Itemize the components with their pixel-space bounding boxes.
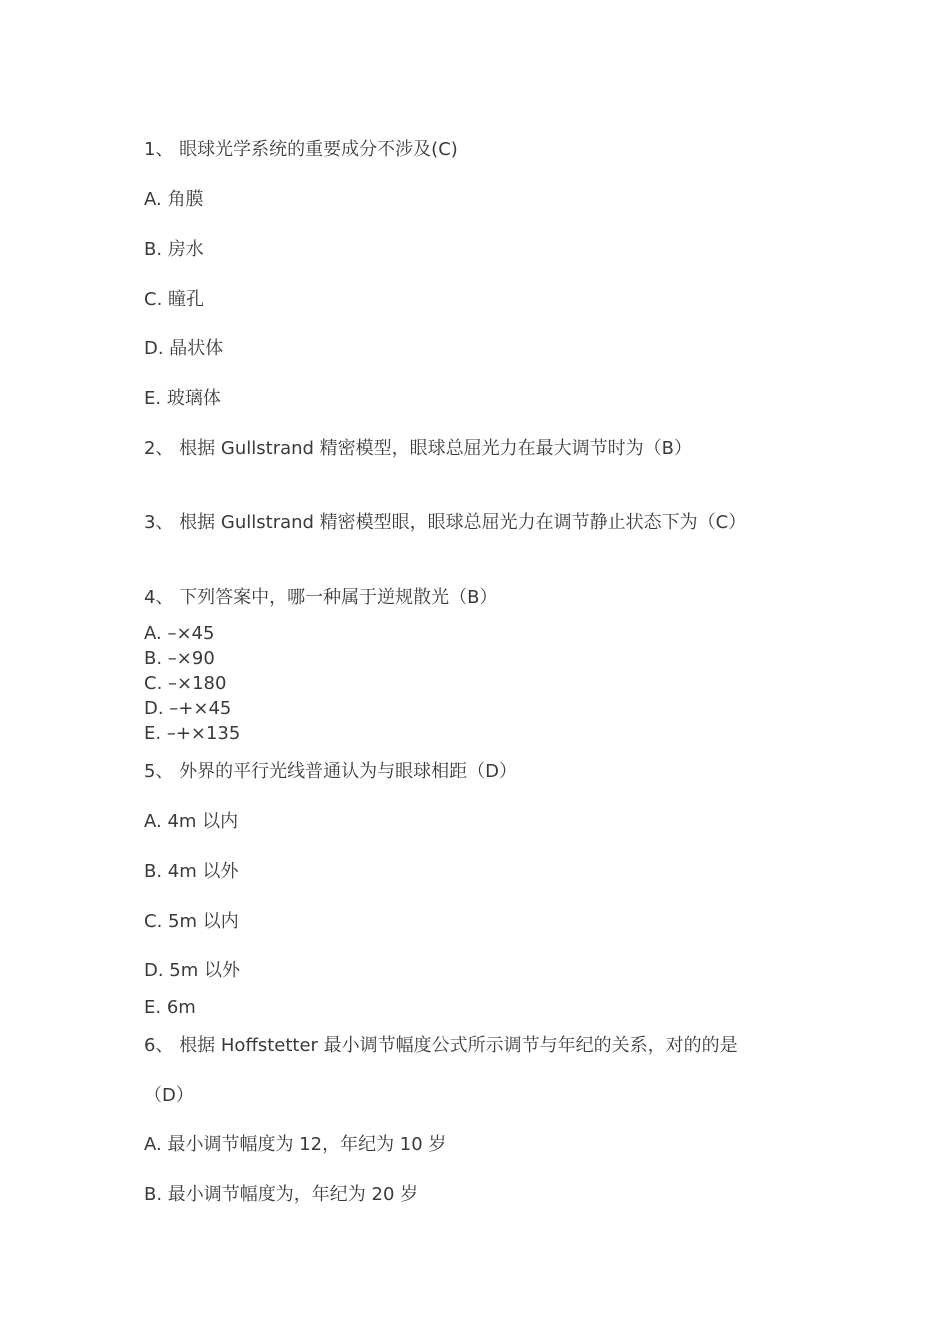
option-b: B. 最小调节幅度为，年纪为 20 岁 — [144, 1184, 419, 1205]
question-2: 2、 根据 Gullstrand 精密模型，眼球总屈光力在最大调节时为（B） — [144, 438, 693, 459]
option-e: E. 玻璃体 — [144, 388, 221, 409]
question-1: 1、 眼球光学系统的重要成分不涉及(C) — [144, 139, 458, 160]
option-a: A. 最小调节幅度为 12，年纪为 10 岁 — [144, 1134, 447, 1155]
question-6-continued: （D） — [144, 1085, 194, 1106]
option-b: B. 房水 — [144, 239, 204, 260]
question-4: 4、 下列答案中，哪一种属于逆规散光（B） — [144, 587, 498, 608]
option-a: A. 角膜 — [144, 189, 204, 210]
option-d: D. 5m 以外 — [144, 960, 241, 981]
option-b: B. 4m 以外 — [144, 861, 239, 882]
question-6: 6、 根据 Hoffstetter 最小调节幅度公式所示调节与年纪的关系，对的的是 — [144, 1035, 738, 1056]
question-5: 5、 外界的平行光线普通认为与眼球相距（D） — [144, 761, 518, 782]
option-d: D. –+×45 — [144, 698, 232, 719]
option-e: E. 6m — [144, 997, 196, 1018]
option-b: B. –×90 — [144, 648, 215, 669]
option-c: C. 瞳孔 — [144, 289, 205, 310]
option-a: A. –×45 — [144, 623, 215, 644]
option-e: E. –+×135 — [144, 723, 241, 744]
option-d: D. 晶状体 — [144, 338, 224, 359]
option-a: A. 4m 以内 — [144, 811, 239, 832]
question-3: 3、 根据 Gullstrand 精密模型眼，眼球总屈光力在调节静止状态下为（C） — [144, 512, 747, 533]
option-c: C. –×180 — [144, 673, 227, 694]
option-c: C. 5m 以内 — [144, 911, 239, 932]
